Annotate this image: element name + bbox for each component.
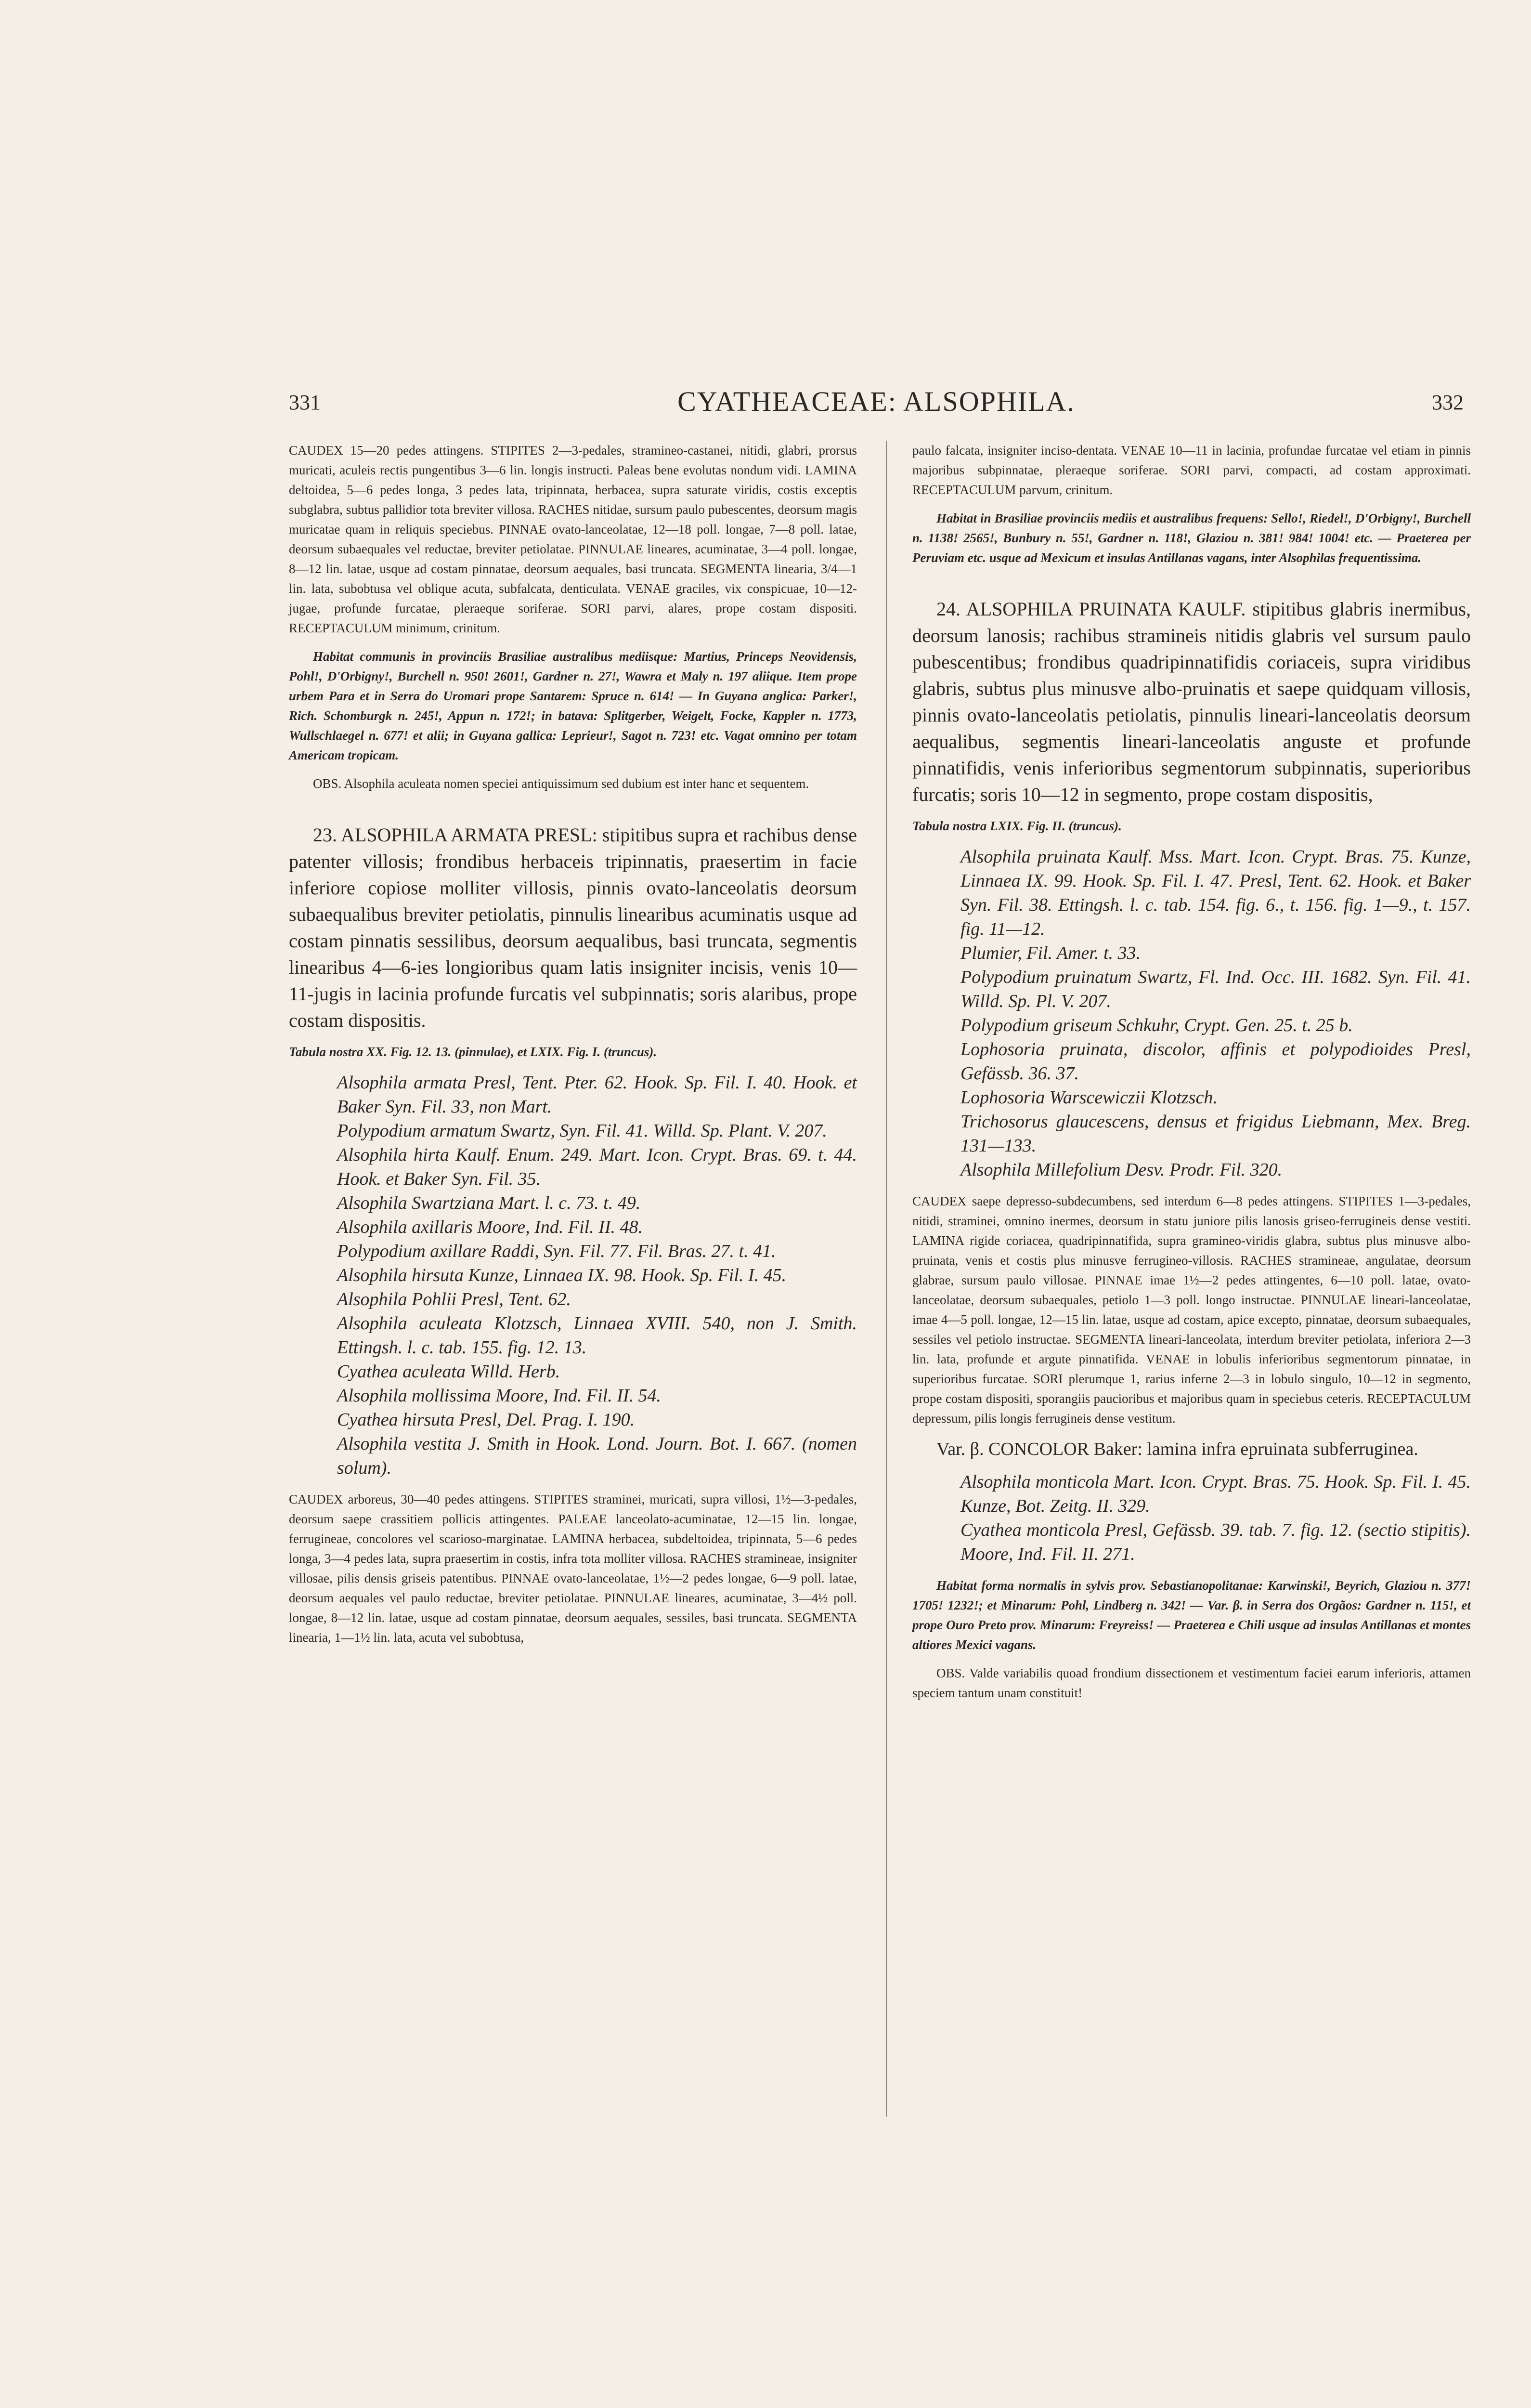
right-column <box>912 441 1471 1712</box>
description-paragraph: CAUDEX 15—20 pedes attingens. STIPITES 2—3-pedales, stramineo-castanei, nitidi, glabri, prorsus muricati, aculeis rectis pungentibus 3—6 lin. longis instructi. Paleas bene evolutas nondum vidi. LAMINA deltoidea, 5—6 pedes longa, 3 pedes lata, tripinnata, herbacea, supra saturate viridis, costis exceptis subglabra, subtus pallidior tota breviter villosa. RACHES nitidae, sursum paulo pubescentes, deorsum magis muricatae quam in reliquis speciebus. PINNAE ovato-lanceolatae, 12—18 poll. longae, 7—8 poll. latae, deorsum subaequales vel reductae, breviter petiolatae. PINNULAE lineares, acuminatae, 3—4 poll. longae, 8—12 lin. latae, usque ad costam pinnatae, deorsum aequales, basi truncata. SEGMENTA linearia, 3/4—1 lin. lata, subobtusa vel oblique acuta, subfalcata, denticulata. VENAE graciles, vix conspicuae, 10—12-jugae, profunde furcatae, pleraeque soriferae. SORI parvi, alares, prope costam dispositi. RECEPTACULUM minimum, crinitum. <box>289 443 857 635</box>
synonym-entry: Alsophila mollissima Moore, Ind. Fil. II. 54. <box>337 1386 662 1406</box>
synonym-entry: Plumier, Fil. Amer. t. 33. <box>960 943 1141 963</box>
synonymy-list <box>912 845 1471 1182</box>
description-paragraph: CAUDEX arboreus, 30—40 pedes attingens. STIPITES straminei, muricati, supra villosi, 1½—3-pedales, deorsum saepe crassitiem pollicis attingentes. PALEAE lanceolato-acuminatae, 12—15 lin. longae, ferrugineae, concolores vel scarioso-marginatae. LAMINA herbacea, subdeltoidea, tripinnata, 5—6 pedes longa, 3—4 pedes lata, supra praesertim in costis, infra tota molliter villosa. RACHES stramineae, insigniter villosae, pilis densis griseis patentibus. PINNAE ovato-lanceolatae, 1½—2 pedes longae, 6—9 poll. latae, deorsum aequales vel paulo reductae, breviter petiolatae. PINNULAE lineares, acuminatae, 3—4½ poll. longae, 8—12 lin. latae, usque ad costam pinnatae, deorsum aequales, sessiles, basi truncata. SEGMENTA linearia, 1—1½ lin. lata, acuta vel subobtusa, <box>289 1492 857 1645</box>
column-divider <box>886 441 887 2117</box>
synonym-entry: Alsophila hirta Kaulf. Enum. 249. Mart. Icon. Crypt. Bras. 69. t. 44. Hook. et Baker Syn. Fil. 35. <box>337 1145 857 1189</box>
variety-diagnosis: Var. β. CONCOLOR Baker: lamina infra epruinata subferruginea. <box>936 1439 1418 1459</box>
synonym-entry: Cyathea monticola Presl, Gefässb. 39. tab. 7. fig. 12. (sectio stipitis). Moore, Ind. Fil. II. 271. <box>960 1520 1471 1564</box>
synonym-entry: Alsophila axillaris Moore, Ind. Fil. II. 48. <box>337 1217 643 1237</box>
habitat-paragraph: Habitat forma normalis in sylvis prov. Sebastianopolitanae: Karwinski!, Beyrich, Glaziou n. 377! 1705! 1232!; et Minarum: Pohl, Lindberg n. 342! — Var. β. in Serra dos Orgãos: Gardner n. 115!, et prope Ouro Preto prov. Minarum: Freyreiss! — Praeterea e Chili usque ad insulas Antillanas et montes altiores Mexici vagans. <box>912 1578 1471 1652</box>
synonym-entry: Lophosoria Warscewiczii Klotzsch. <box>960 1087 1218 1108</box>
synonym-entry: Alsophila Millefolium Desv. Prodr. Fil. 320. <box>960 1160 1283 1180</box>
synonym-entry: Alsophila hirsuta Kunze, Linnaea IX. 98. Hook. Sp. Fil. I. 45. <box>337 1265 787 1285</box>
observation-paragraph: OBS. Alsophila aculeata nomen speciei antiquissimum sed dubium est inter hanc et sequentem. <box>313 776 809 791</box>
tabula-reference: Tabula nostra LXIX. Fig. II. (truncus). <box>912 819 1122 833</box>
observation-paragraph: OBS. Valde variabilis quoad frondium dissectionem et vestimentum faciei earum inferioris, attamen speciem tantum unam constituit! <box>912 1666 1471 1700</box>
synonym-entry: Alsophila monticola Mart. Icon. Crypt. Bras. 75. Hook. Sp. Fil. I. 45. Kunze, Bot. Zeitg. II. 329. <box>960 1472 1471 1516</box>
page-number-right: 332 <box>1432 391 1464 414</box>
synonym-entry: Cyathea aculeata Willd. Herb. <box>337 1361 560 1382</box>
page-number-left: 331 <box>289 391 321 414</box>
synonym-entry: Polypodium griseum Schkuhr, Crypt. Gen. 25. t. 25 b. <box>960 1015 1353 1035</box>
synonym-entry: Alsophila pruinata Kaulf. Mss. Mart. Icon. Crypt. Bras. 75. Kunze, Linnaea IX. 99. Hook. Sp. Fil. I. 47. Presl, Tent. 62. Hook. et Baker Syn. Fil. 38. Ettingsh. l. c. tab. 154. fig. 6., t. 156. fig. 1—9., t. 157. fig. 11—12. <box>960 847 1471 939</box>
left-column <box>289 441 857 1656</box>
synonym-entry: Alsophila vestita J. Smith in Hook. Lond. Journ. Bot. I. 667. (nomen solum). <box>337 1434 857 1478</box>
species-23-diagnosis: 23. ALSOPHILA ARMATA PRESL: stipitibus supra et rachibus dense patenter villosis; frondibus herbaceis tripinnatis, praesertim in facie inferiore copiose molliter villosis, pinnis ovato-lanceolatis deorsum subaequalibus breviter petiolatis, pinnulis linearibus acuminatis usque ad costam pinnatis sessilibus, deorsum aequalibus, basi truncata, segmentis linearibus 4—6-ies longioribus quam latis insigniter incisis, venis 10—11-jugis in lacinia profunde furcatis vel subpinnatis; soris alaribus, prope costam dispositis. <box>289 824 857 1031</box>
habitat-paragraph: Habitat in Brasiliae provinciis mediis et australibus frequens: Sello!, Riedel!, D'Orbigny!, Burchell n. 1138! 2565!, Bunbury n. 55!, Gardner n. 118!, Glaziou n. 381! 984! 1004! etc. — Praeterea per Peruviam etc. usque ad Mexicum et insulas Antillanas vagans, inter Alsophilas frequentissima. <box>912 511 1471 565</box>
running-title: CYATHEACEAE: ALSOPHILA. <box>677 386 1075 417</box>
synonym-entry: Alsophila Swartziana Mart. l. c. 73. t. 49. <box>337 1193 641 1213</box>
tabula-reference: Tabula nostra XX. Fig. 12. 13. (pinnulae), et LXIX. Fig. I. (truncus). <box>289 1045 657 1059</box>
habitat-paragraph: Habitat communis in provinciis Brasiliae australibus mediisque: Martius, Princeps Neovidensis, Pohl!, D'Orbigny!, Burchell n. 950! 2601!, Gardner n. 27!, Wawra et Maly n. 197 aliique. Item prope urbem Para et in Serra do Uromari prope Santarem: Spruce n. 614! — In Guyana anglica: Parker!, Rich. Schomburgk n. 245!, Appun n. 172!; in batava: Splitgerber, Weigelt, Focke, Kappler n. 1773, Wullschlaegel n. 677! et alii; in Guyana gallica: Leprieur!, Sagot n. 723! etc. Vagat omnino per totam Americam tropicam. <box>289 649 857 762</box>
synonym-entry: Cyathea hirsuta Presl, Del. Prag. I. 190. <box>337 1410 635 1430</box>
synonymy-list <box>289 1071 857 1480</box>
synonym-entry: Polypodium armatum Swartz, Syn. Fil. 41. Willd. Sp. Plant. V. 207. <box>337 1121 827 1141</box>
description-paragraph: CAUDEX saepe depresso-subdecumbens, sed interdum 6—8 pedes attingens. STIPITES 1—3-pedales, nitidi, straminei, omnino inermes, deorsum in statu juniore pilis lanosis griseo-ferrugineis dense vestiti. LAMINA rigide coriacea, quadripinnatifida, supra gramineo-viridis glabra, subtus plus minusve albo-pruinata, venis et costis plus minusve ferrugineo-villosis. RACHES stramineae, angulatae, deorsum glabrae, sursum paulo villosae. PINNAE imae 1½—2 pedes attingentes, 6—10 poll. latae, ovato-lanceolatae, deorsum subaequales, petiolo 1—3 poll. longo instructae. PINNULAE lineari-lanceolatae, imae 4—5 poll. longae, 12—15 lin. latae, usque ad costam, apice excepto, pinnatae, deorsum subaequales, sessiles vel petiolo instructae. SEGMENTA lineari-lanceolata, interdum breviter petiolata, inferiora 2—3 lin. lata, profunde et argute pinnatifida. VENAE in lobulis inferioribus segmentorum pinnatae, in superioribus furcatae. SORI plerumque 1, rarius inferne 2—3 in lobulo singulo, 10—12 in segmento, prope costam dispositi, sporangiis paucioribus et majoribus quam in speciebus ceteris. RECEPTACULUM depressum, pilis longis ferrugineis dense vestitum. <box>912 1194 1471 1426</box>
synonym-entry: Alsophila aculeata Klotzsch, Linnaea XVIII. 540, non J. Smith. Ettingsh. l. c. tab. 155. fig. 12. 13. <box>337 1313 857 1358</box>
species-24-diagnosis: 24. ALSOPHILA PRUINATA KAULF. stipitibus glabris inermibus, deorsum lanosis; rachibus stramineis nitidis glabris vel sursum paulo pubescentibus; frondibus quadripinnatifidis coriaceis, supra viridibus glabris, subtus plus minusve albo-pruinatis et saepe quidquam villosis, pinnis ovato-lanceolatis petiolatis, pinnulis lineari-lanceolatis deorsum aequalibus, segmentis lineari-lanceolatis anguste et profunde pinnatifidis, venis inferioribus segmentorum subpinnatis, superioribus furcatis; soris 10—12 in segmento, prope costam dispositis, <box>912 598 1471 805</box>
synonym-entry: Polypodium axillare Raddi, Syn. Fil. 77. Fil. Bras. 27. t. 41. <box>337 1241 776 1261</box>
page-header <box>289 385 1464 424</box>
synonym-entry: Polypodium pruinatum Swartz, Fl. Ind. Occ. III. 1682. Syn. Fil. 41. Willd. Sp. Pl. V. 207. <box>960 967 1471 1011</box>
synonym-entry: Alsophila Pohlii Presl, Tent. 62. <box>337 1289 571 1309</box>
description-paragraph: paulo falcata, insigniter inciso-dentata. VENAE 10—11 in lacinia, profundae furcatae vel etiam in pinnis majoribus subpinnatae, pleraeque soriferae. SORI parvi, compacti, ad costam approximati. RECEPTACULUM parvum, crinitum. <box>912 443 1471 497</box>
synonym-entry: Trichosorus glaucescens, densus et frigidus Liebmann, Mex. Breg. 131—133. <box>960 1112 1471 1156</box>
synonym-entry: Alsophila armata Presl, Tent. Pter. 62. Hook. Sp. Fil. I. 40. Hook. et Baker Syn. Fil. 33, non Mart. <box>337 1073 857 1117</box>
synonymy-list <box>912 1470 1471 1566</box>
synonym-entry: Lophosoria pruinata, discolor, affinis et polypodioides Presl, Gefässb. 36. 37. <box>960 1039 1471 1084</box>
